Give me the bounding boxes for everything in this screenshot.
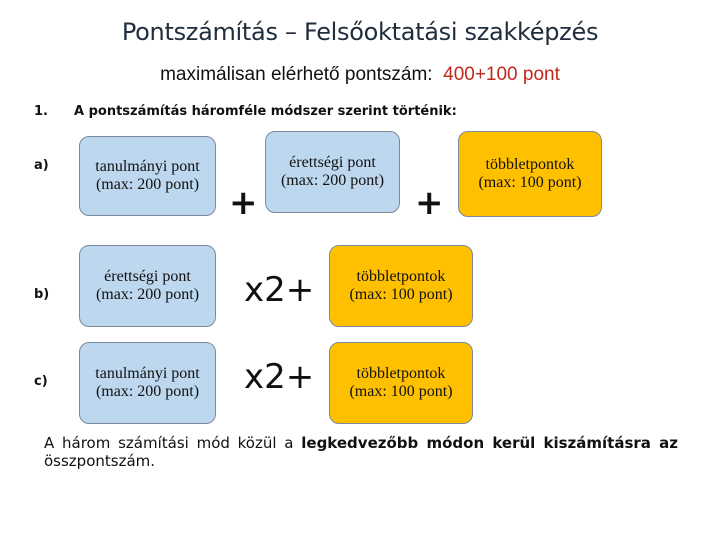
row-a-extra-points-box: többletpontok (max: 100 pont) bbox=[458, 131, 602, 217]
row-c-study-points-box: tanulmányi pont (max: 200 pont) bbox=[79, 342, 216, 424]
intro-text: A pontszámítás háromféle módszer szerint történik: bbox=[74, 104, 457, 119]
max-score-label: maximálisan elérhető pontszám: bbox=[160, 64, 433, 85]
row-a-label: a) bbox=[34, 158, 49, 173]
footer-text-start: A három számítási mód közül a bbox=[44, 434, 302, 452]
row-c-times-two: x2+ bbox=[244, 357, 315, 397]
max-score-value: 400+100 pont bbox=[443, 64, 560, 85]
footer-note bbox=[44, 434, 678, 470]
row-a-study-points-box: tanulmányi pont (max: 200 pont) bbox=[79, 136, 216, 216]
row-a-plus-1: + bbox=[229, 183, 258, 223]
intro-number: 1. bbox=[34, 104, 48, 119]
page-title: Pontszámítás – Felsőoktatási szakképzés bbox=[121, 18, 599, 46]
footer-text-bold: legkedvezőbb módon kerül kiszámításra az bbox=[301, 434, 678, 452]
row-b-times-two: x2+ bbox=[244, 270, 315, 310]
row-b-extra-points-box: többletpontok (max: 100 pont) bbox=[329, 245, 473, 327]
row-b-exam-points-box: érettségi pont (max: 200 pont) bbox=[79, 245, 216, 327]
row-b-label: b) bbox=[34, 287, 50, 302]
footer-text-end: összpontszám. bbox=[44, 452, 156, 470]
row-a-exam-points-box: érettségi pont (max: 200 pont) bbox=[265, 131, 400, 213]
row-c-extra-points-box: többletpontok (max: 100 pont) bbox=[329, 342, 473, 424]
row-c-label: c) bbox=[34, 374, 48, 389]
max-score-line bbox=[0, 64, 720, 86]
row-a-plus-2: + bbox=[415, 183, 444, 223]
